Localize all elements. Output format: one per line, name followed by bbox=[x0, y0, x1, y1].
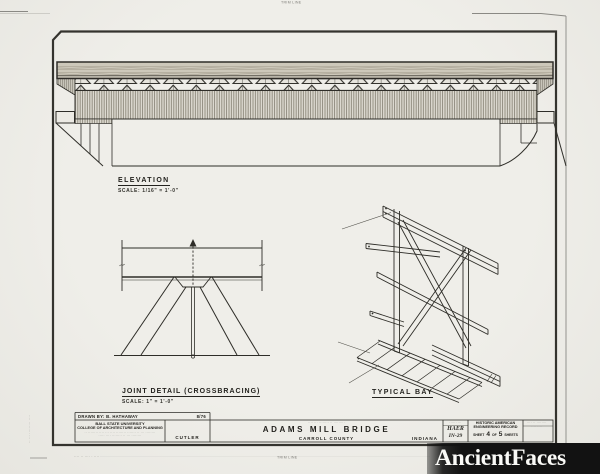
survey-number-header: ······ ··· bbox=[449, 420, 462, 424]
joint-detail-drawing bbox=[114, 239, 270, 358]
drawn-by-row bbox=[78, 414, 206, 419]
ancientfaces-watermark-text: AncientFaces bbox=[435, 444, 566, 471]
city-label: CUTLER bbox=[175, 434, 200, 440]
sheet-count-row bbox=[468, 432, 523, 437]
trim-line-top-label: TRIM LINE bbox=[281, 0, 302, 5]
org-line1: BALL STATE UNIVERSITY bbox=[95, 421, 145, 427]
sheets-word: SHEETS bbox=[504, 432, 518, 437]
drawn-by-label: DRAWN BY: bbox=[78, 414, 105, 419]
elevation-scale: SCALE: 1/16" = 1'-0" bbox=[118, 187, 179, 194]
drawn-by-date: 8/76 bbox=[196, 414, 206, 419]
record-line2: ENGINEERING RECORD bbox=[473, 425, 518, 430]
drawn-by-name: B. HATHAWAY bbox=[106, 414, 138, 419]
state-label: INDIANA bbox=[411, 435, 438, 441]
of-word: OF bbox=[492, 432, 497, 437]
sheet-number: 4 bbox=[486, 430, 490, 438]
elevation-title: ELEVATION bbox=[118, 176, 170, 184]
margin-note-vertical: ·· ··· ········· ···· bbox=[29, 414, 33, 443]
trim-line-bottom-label: TRIM LINE bbox=[277, 456, 298, 460]
org-fine-print-2: ····· ···· ········ ·· ··· ········ bbox=[98, 434, 142, 438]
county-label: CARROLL COUNTY bbox=[298, 435, 355, 441]
typical-bay-drawing bbox=[338, 206, 500, 403]
survey-number-line2: IN-29 bbox=[448, 432, 463, 439]
org-line2: COLLEGE OF ARCHITECTURE AND PLANNING bbox=[77, 425, 163, 430]
record-line1: HISTORIC AMERICAN bbox=[475, 421, 516, 426]
org-fine-print-1: ·· ········ ···· ··· ···· ········ ······· ·· ··· ········ bbox=[84, 430, 156, 434]
sheet-word: SHEET bbox=[473, 432, 485, 437]
sheet-total: 5 bbox=[498, 430, 503, 438]
survey-number-line1: HAER bbox=[447, 426, 464, 433]
sheet-corner-note: ···· ·· ···· · ···· bbox=[74, 456, 100, 460]
typical-bay-title: TYPICAL BAY bbox=[372, 389, 434, 396]
structure-header: ···· ··· ········ ·· ········· bbox=[308, 420, 345, 424]
joint-detail-scale: SCALE: 1" = 1'-0" bbox=[122, 398, 174, 405]
structure-name: ADAMS MILL BRIDGE bbox=[262, 425, 391, 434]
elevation-drawing bbox=[56, 62, 566, 166]
joint-detail-title: JOINT DETAIL (CROSSBRACING) bbox=[122, 387, 261, 395]
ancientfaces-watermark bbox=[427, 443, 600, 474]
negative-cell-line1: ···· ·· ········ bbox=[526, 421, 547, 425]
negative-cell-line2: ···· ···· bbox=[531, 425, 543, 429]
